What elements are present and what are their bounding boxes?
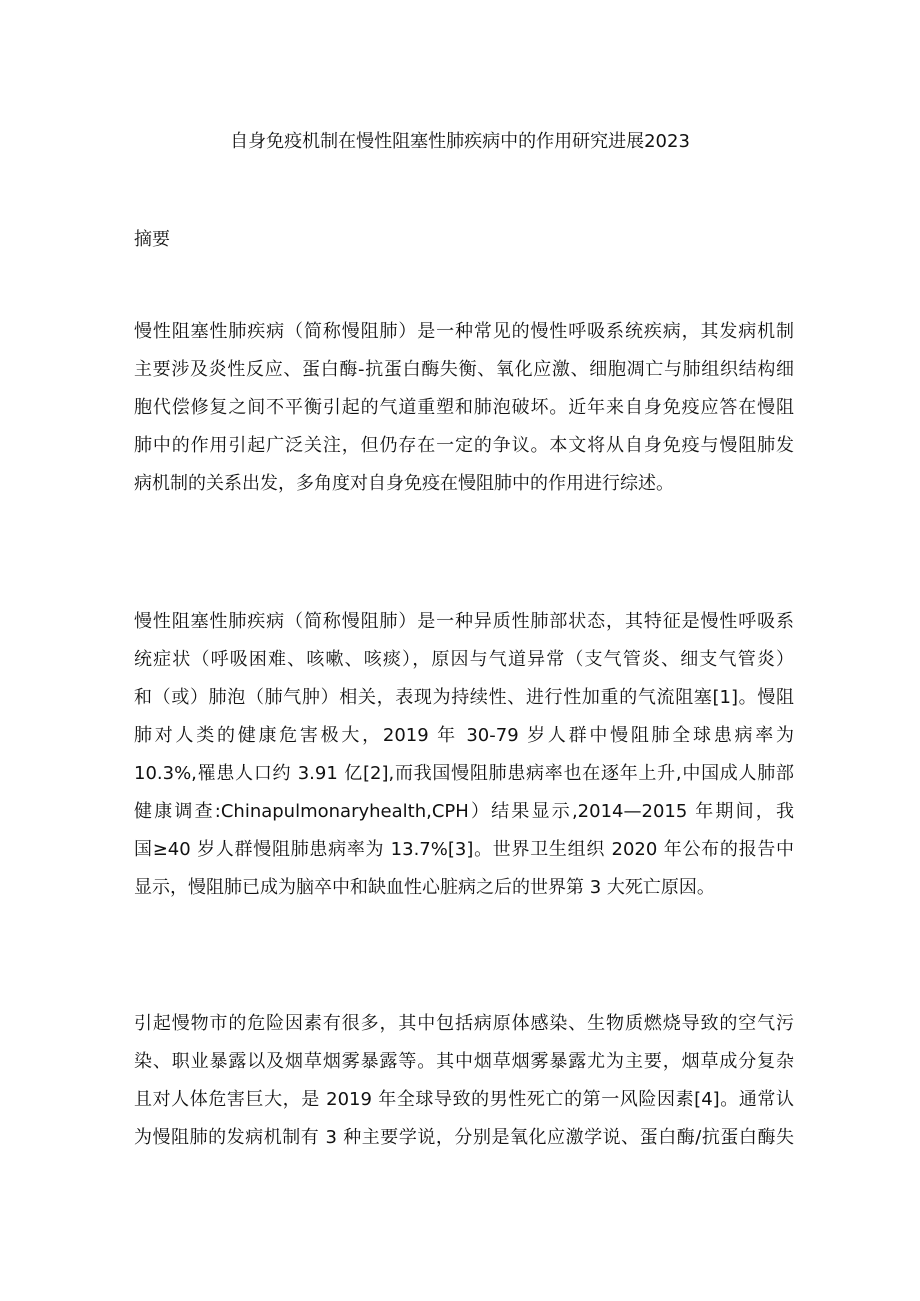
abstract-paragraph bbox=[134, 313, 794, 503]
text-line: 引起慢物市的危险因素有很多，其中包括病原体感染、生物质燃烧导致的空气污 bbox=[134, 1013, 794, 1034]
text-line: 为慢阻肺的发病机制有 3 种主要学说，分别是氧化应激学说、蛋白酶/抗蛋白酶失 bbox=[134, 1127, 794, 1148]
abstract-heading: 摘要 bbox=[134, 229, 170, 250]
text-line: 染、职业暴露以及烟草烟雾暴露等。其中烟草烟雾暴露尤为主要，烟草成分复杂 bbox=[134, 1051, 794, 1072]
body-paragraph-intro bbox=[134, 603, 794, 907]
text-line: 胞代偿修复之间不平衡引起的气道重塑和肺泡破坏。近年来自身免疫应答在慢阻 bbox=[134, 397, 794, 418]
text-line: 肺对人类的健康危害极大，2019 年 30-79 岁人群中慢阻肺全球患病率为 bbox=[134, 725, 794, 746]
text-line: 健康调查:Chinapulmonaryhealth,CPH）结果显示,2014—2015 年期间，我 bbox=[134, 801, 794, 822]
document-title: 自身免疫机制在慢性阻塞性肺疾病中的作用研究进展2023 bbox=[230, 131, 690, 152]
text-line: 肺中的作用引起广泛关注，但仍存在一定的争议。本文将从自身免疫与慢阻肺发 bbox=[134, 435, 794, 456]
text-line: 慢性阻塞性肺疾病（简称慢阻肺）是一种常见的慢性呼吸系统疾病，其发病机制 bbox=[134, 321, 794, 342]
text-line: 国≥40 岁人群慢阻肺患病率为 13.7%[3]。世界卫生组织 2020 年公布的报告中 bbox=[134, 839, 794, 860]
text-line: 慢性阻塞性肺疾病（简称慢阻肺）是一种异质性肺部状态，其特征是慢性呼吸系 bbox=[134, 611, 794, 632]
body-paragraph-risk-factors bbox=[134, 1005, 794, 1157]
text-line: 且对人体危害巨大，是 2019 年全球导致的男性死亡的第一风险因素[4]。通常认 bbox=[134, 1089, 794, 1110]
text-line: 和（或）肺泡（肺气肿）相关，表现为持续性、进行性加重的气流阻塞[1]。慢阻 bbox=[134, 687, 794, 708]
text-line: 10.3%,罹患人口约 3.91 亿[2],而我国慢阻肺患病率也在逐年上升,中国成人肺部 bbox=[134, 763, 794, 784]
text-line: 显示，慢阻肺已成为脑卒中和缺血性心脏病之后的世界第 3 大死亡原因。 bbox=[134, 877, 715, 898]
text-line: 主要涉及炎性反应、蛋白酶-抗蛋白酶失衡、氧化应激、细胞凋亡与肺组织结构细 bbox=[134, 359, 794, 380]
text-line: 统症状（呼吸困难、咳嗽、咳痰），原因与气道异常（支气管炎、细支气管炎） bbox=[134, 649, 794, 670]
text-line: 病机制的关系出发，多角度对自身免疫在慢阻肺中的作用进行综述。 bbox=[134, 473, 674, 494]
